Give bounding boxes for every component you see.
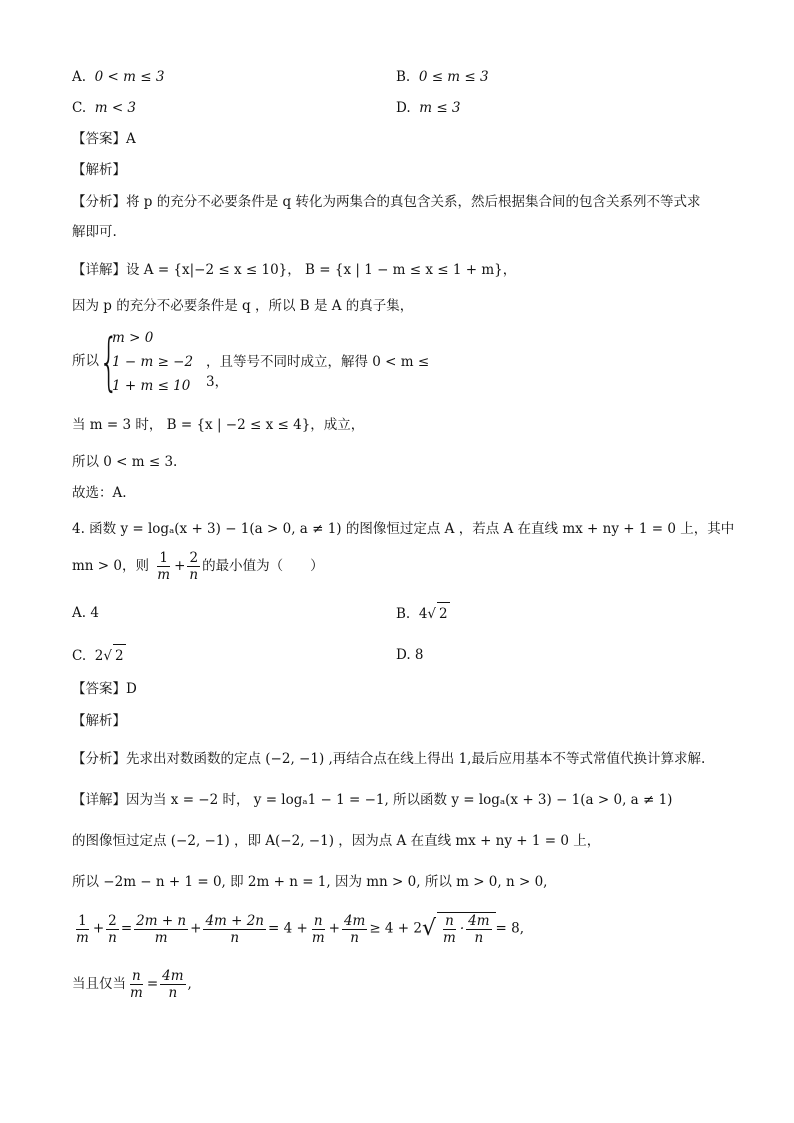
q4-stem-line1: 4. 函数 y = logₐ(x + 3) − 1(a > 0, a ≠ 1) 的图像恒过定点 A ，若点 A 在直线 mx + ny + 1 = 0 上，其中 <box>72 521 735 537</box>
q3-option-a-expr: 0 < m ≤ 3 <box>94 69 165 85</box>
q4-calc-line: $\frac{1}{m}$ + $\frac{2}{n}$ = $\frac{2m + n}{m}$ + $\frac{4m + 2n}{n}$ = 4 + $\frac{n}{m}$ + $\frac{4m}{n}$ ≥ 4 + 2√ $\frac{n}{m}$ · $\frac{4m}{n}$ = 8, <box>76 912 525 946</box>
system-tail: ，且等号不同时成立，解得 0 < m ≤ 3， <box>206 354 430 390</box>
sqrt-icon: √ <box>427 606 437 622</box>
q3-option-c-expr: m < 3 <box>94 100 137 116</box>
q4-answer: 【答案】D <box>72 681 137 697</box>
q3-option-d-expr: m ≤ 3 <box>419 100 461 116</box>
q4-dangqie-line: 当且仅当 $\frac{n}{m}$ = $\frac{4m}{n}$ , <box>72 968 192 1001</box>
q4-option-c: C. 2√ 2 <box>72 644 126 667</box>
q4-frac-2-over-n: $\frac{2}{n}$ <box>189 550 199 583</box>
system-row-1: m > 0 <box>112 330 154 346</box>
system-row-3: 1 + m ≤ 10 <box>112 378 191 394</box>
q4-fenxi: 【分析】先求出对数函数的定点 (−2, −1) ,再结合点在线上得出 1,最后应用基本不等式常值代换计算求解. <box>72 751 706 767</box>
q3-jiexi-heading: 【解析】 <box>72 162 126 178</box>
q3-yinwei: 因为 p 的充分不必要条件是 q ，所以 B 是 A 的真子集， <box>72 298 414 314</box>
q3-fenxi-line1: 【分析】将 p 的充分不必要条件是 q 转化为两集合的真包含关系，然后根据集合间的包含关系列不等式求 <box>72 194 701 210</box>
calc-frac-1: $\frac{1}{m}$ <box>76 912 89 946</box>
q3-option-b: B. 0 ≤ m ≤ 3 <box>396 69 489 85</box>
q3-fenxi-line2: 解即可. <box>72 224 117 240</box>
q4-line2: 的图像恒过定点 (−2, −1) ，即 A(−2, −1) ，因为点 A 在直线 mx + ny + 1 = 0 上， <box>72 833 601 849</box>
q3-option-b-expr: 0 ≤ m ≤ 3 <box>418 69 489 85</box>
q4-line3: 所以 −2m − n + 1 = 0, 即 2m + n = 1, 因为 mn > 0, 所以 m > 0, n > 0, <box>72 874 548 890</box>
q3-option-c: C. m < 3 <box>72 100 137 116</box>
q3-inequality-system <box>72 326 432 398</box>
calc-frac-6: $\frac{4m}{n}$ <box>343 912 366 946</box>
calc-sqrt-body: $\frac{n}{m}$ · $\frac{4m}{n}$ <box>437 912 496 946</box>
q3-option-a: A. 0 < m ≤ 3 <box>72 69 165 85</box>
q4-stem-line2: mn > 0，则 $\frac{1}{m}$ + $\frac{2}{n}$ 的最小值为（ ） <box>72 550 324 583</box>
sqrt-icon: √ <box>422 916 437 941</box>
q3-option-d: D. m ≤ 3 <box>396 100 461 116</box>
q4-xiangjie: 【详解】因为当 x = −2 时， y = logₐ1 − 1 = −1, 所以函数 y = logₐ(x + 3) − 1(a > 0, a ≠ 1) <box>72 792 673 808</box>
calc-frac-2: $\frac{2}{n}$ <box>108 912 117 946</box>
q4-option-b: B. 4√ 2 <box>396 602 450 625</box>
calc-frac-3: $\frac{2m + n}{m}$ <box>136 912 187 946</box>
sqrt-icon: √ <box>103 648 112 664</box>
q3-suoyi-lead: 所以 <box>72 353 99 369</box>
q4-option-d: D. 8 <box>396 647 424 663</box>
dq-frac-2: $\frac{4m}{n}$ <box>162 968 184 1001</box>
q3-answer: 【答案】A <box>72 131 136 147</box>
left-brace-icon: { <box>99 325 119 398</box>
q4-jiexi-heading: 【解析】 <box>72 713 126 729</box>
calc-frac-4: $\frac{4m + 2n}{n}$ <box>205 912 265 946</box>
q4-frac-1-over-m: $\frac{1}{m}$ <box>157 550 171 583</box>
q3-xiangjie: 【详解】设 A = {x|−2 ≤ x ≤ 10}， B = {x | 1 − m ≤ x ≤ 1 + m}， <box>72 262 517 278</box>
calc-frac-5: $\frac{n}{m}$ <box>311 912 325 946</box>
q3-dang: 当 m = 3 时， B = {x | −2 ≤ x ≤ 4}，成立， <box>72 417 365 433</box>
q4-option-a: A. 4 <box>72 605 99 621</box>
dq-frac-1: $\frac{n}{m}$ <box>130 968 143 1001</box>
system-row-2: 1 − m ≥ −2 <box>112 354 194 370</box>
q3-suoyi-conclusion: 所以 0 < m ≤ 3. <box>72 454 178 470</box>
q3-guxuan: 故选：A. <box>72 485 127 501</box>
